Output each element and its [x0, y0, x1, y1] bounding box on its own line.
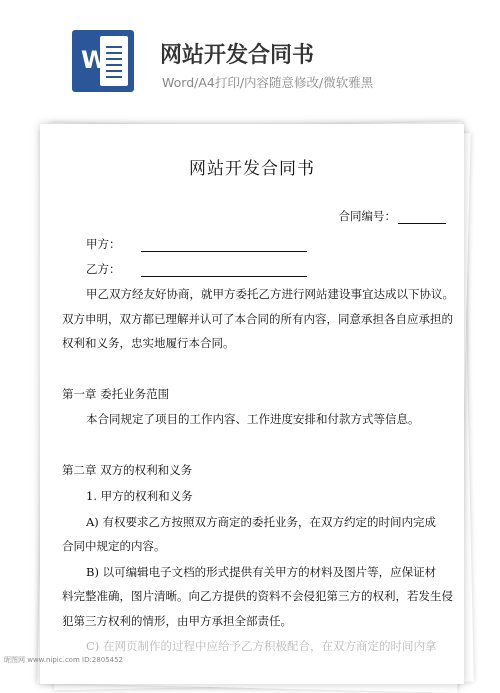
clause-a-line-1: A) 有权要求乙方按照双方商定的委托业务，在双方约定的时间内完成 [86, 515, 436, 529]
chapter-1-text: 本合同规定了项目的工作内容、工作进度安排和付款方式等信息。 [86, 412, 420, 426]
chapter-1-heading: 第一章 委托业务范围 [62, 387, 170, 401]
watermark-footer: 昵图网 www.nipic.com ID:2805452 [4, 656, 123, 664]
paragraph-intro-1: 甲乙双方经友好协商，就甲方委托乙方进行网站建设事宜达成以下协议。 [86, 287, 454, 301]
party-a-blank [141, 240, 307, 252]
header-subtitle: Word/A4打印/内容随意修改/微软雅黑 [162, 75, 374, 90]
clause-b-line-2: 料完整准确，图片清晰。向乙方提供的资料不会侵犯第三方的权利，若发生侵 [62, 589, 453, 603]
paragraph-intro-2: 双方申明，双方都已理解并认可了本合同的所有内容，同意承担各自应承担的 [62, 312, 453, 326]
contract-number-blank [398, 212, 446, 224]
document-page [40, 124, 464, 684]
party-a [86, 236, 307, 252]
clause-c-line-1: C) 在网页制作的过程中应给予乙方积极配合，在双方商定的时间内拿 [86, 639, 437, 653]
chapter-2-item-1: 1. 甲方的权利和义务 [86, 489, 193, 503]
party-b-label: 乙方： [86, 262, 121, 276]
page-header [0, 0, 500, 118]
contract-number-label: 合同编号： [338, 209, 396, 223]
document-title: 网站开发合同书 [189, 159, 315, 179]
clause-b-line-3: 犯第三方权利的情形，由甲方承担全部责任。 [62, 614, 292, 628]
party-b [86, 261, 307, 277]
party-b-blank [141, 265, 307, 277]
clause-b-line-1: B) 以可编辑电子文档的形式提供有关甲方的材料及图片等，应保证材 [86, 565, 437, 579]
word-document-icon [72, 30, 134, 92]
party-a-label: 甲方： [86, 237, 121, 251]
paragraph-intro-3: 权利和义务，忠实地履行本合同。 [62, 336, 235, 350]
contract-number [339, 208, 447, 224]
word-icon-letter: W [81, 46, 108, 74]
header-title: 网站开发合同书 [160, 43, 315, 68]
chapter-2-heading: 第二章 双方的权利和义务 [62, 463, 193, 477]
clause-a-line-2: 合同中规定的内容。 [62, 539, 166, 553]
